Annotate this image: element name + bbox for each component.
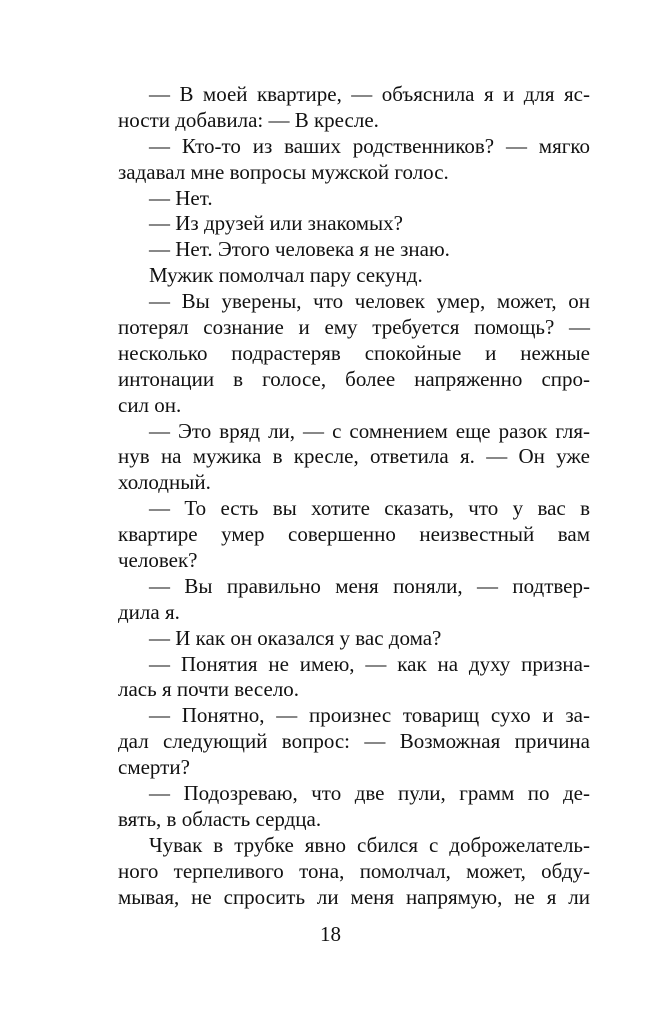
text-line: Чувак в трубке явно сбился с доброжелатель- (149, 832, 590, 857)
text-line: — То есть вы хотите сказать, что у вас в (149, 496, 590, 521)
body-text (118, 82, 590, 911)
text-line: — Подозреваю, что две пули, грамм по де- (149, 781, 590, 806)
text-line: человек? (118, 548, 198, 573)
text-line: — Нет. Этого человека я не знаю. (149, 237, 450, 262)
page-number: 18 (320, 922, 341, 946)
text-line: мывая, не спросить ли меня напрямую, не я ли (118, 884, 590, 909)
text-line: сил он. (118, 392, 182, 417)
text-line: несколько подрастеряв спокойные и нежные (118, 340, 590, 365)
text-line: лась я почти весело. (118, 677, 300, 702)
text-line: Мужик помолчал пару секунд. (149, 263, 423, 288)
text-line: потерял сознание и ему требуется помощь? — (118, 315, 590, 340)
text-line: — Понятно, — произнес товарищ сухо и за- (149, 703, 590, 728)
text-line: интонации в голосе, более напряженно спро- (118, 366, 590, 391)
text-line: — Нет. (149, 185, 213, 210)
text-line: — Кто-то из ваших родственников? — мягко (149, 133, 590, 158)
text-line: смерти? (118, 755, 190, 780)
text-line: — Из друзей или знакомых? (149, 211, 403, 236)
text-line: — В моей квартире, — объяснила я и для яс- (149, 82, 590, 106)
text-line: вять, в область сердца. (118, 806, 322, 831)
text-line: холодный. (118, 470, 211, 495)
text-line: — И как он оказался у вас дома? (149, 625, 442, 650)
text-line: дал следующий вопрос: — Возможная причина (118, 729, 590, 754)
text-line: нув на мужика в кресле, ответила я. — Он уже (118, 444, 590, 469)
text-line: задавал мне вопросы мужской голос. (118, 159, 449, 184)
text-line: — Это вряд ли, — с сомнением еще разок гля- (149, 418, 590, 443)
text-line: ного терпеливого тона, помолчал, может, обду- (118, 858, 590, 883)
text-line: дила я. (118, 599, 180, 624)
text-line: ности добавила: — В кресле. (118, 107, 379, 132)
text-line: — Вы правильно меня поняли, — подтвер- (149, 573, 590, 598)
text-line: — Вы уверены, что человек умер, может, он (149, 289, 590, 314)
text-line: — Понятия не имею, — как на духу призна- (149, 651, 590, 676)
text-line: квартире умер совершенно неизвестный вам (118, 522, 590, 547)
